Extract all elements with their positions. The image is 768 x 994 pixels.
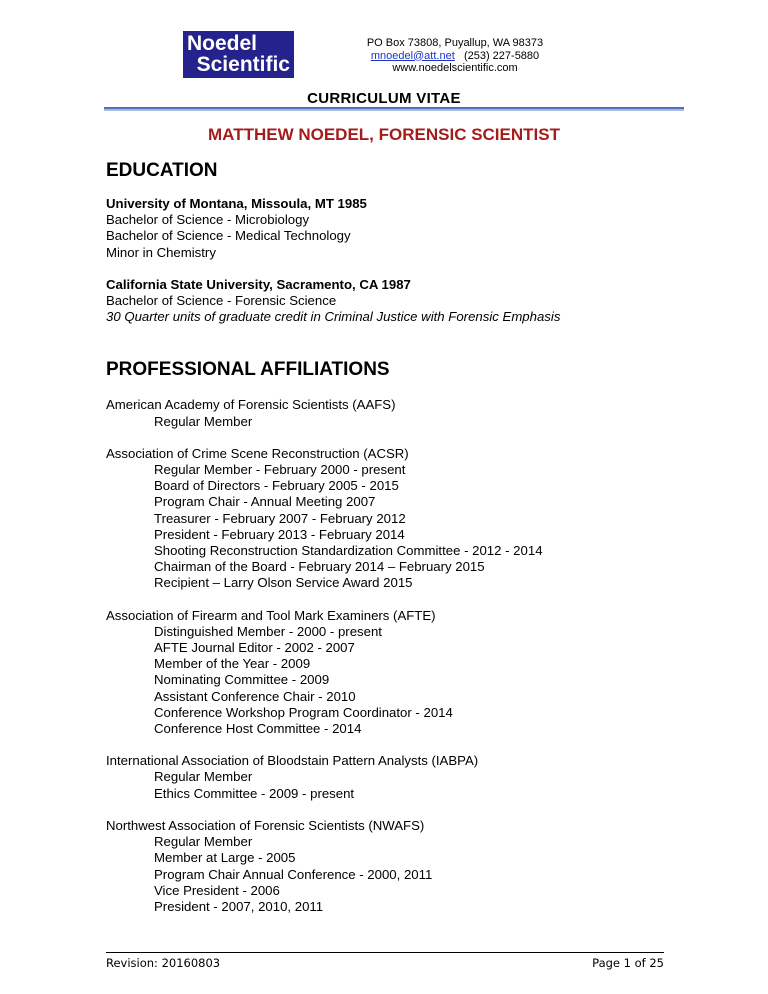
org-item: Assistant Conference Chair - 2010 — [154, 688, 356, 704]
org-item: AFTE Journal Editor - 2002 - 2007 — [154, 640, 355, 656]
org-item: Conference Workshop Program Coordinator - 2014 — [154, 704, 453, 720]
affiliation-org — [106, 608, 686, 738]
org-item: President - February 2013 - February 2014 — [154, 526, 405, 542]
revision-label: Revision: 20160803 — [106, 956, 221, 970]
degree-line: Bachelor of Science - Medical Technology — [106, 228, 351, 244]
org-item: Member of the Year - 2009 — [154, 656, 311, 672]
degree-line: Bachelor of Science - Forensic Science — [106, 293, 337, 309]
degree-line: Bachelor of Science - Microbiology — [106, 212, 310, 228]
address: PO Box 73808, Puyallup, WA 98373 — [366, 37, 544, 49]
person-name: MATTHEW NOEDEL, FORENSIC SCIENTIST — [208, 125, 560, 144]
education-entry — [106, 196, 686, 261]
page-number: Page 1 of 25 — [592, 956, 664, 970]
org-item: Program Chair - Annual Meeting 2007 — [154, 494, 376, 510]
document-title: CURRICULUM VITAE — [307, 90, 461, 107]
cv-content — [106, 160, 686, 915]
org-item: Member at Large - 2005 — [154, 850, 296, 866]
org-item: Regular Member — [154, 769, 253, 785]
org-item: Treasurer - February 2007 - February 2012 — [154, 510, 406, 526]
school-name: California State University, Sacramento, CA 1987 — [106, 276, 411, 292]
org-item: Regular Member - February 2000 - present — [154, 462, 406, 478]
education-heading: EDUCATION — [106, 160, 218, 181]
org-item: Distinguished Member - 2000 - present — [154, 623, 382, 639]
org-item: Ethics Committee - 2009 - present — [154, 785, 355, 801]
graduate-credit-note: 30 Quarter units of graduate credit in Criminal Justice with Forensic Emphasis — [106, 309, 561, 325]
contact-block — [340, 37, 570, 75]
email-phone-line — [340, 50, 570, 63]
school-location: , Missoula, MT 1985 — [243, 196, 367, 211]
org-item: Regular Member — [154, 834, 253, 850]
company-logo — [183, 31, 294, 78]
affiliation-org — [106, 446, 686, 592]
org-item: Board of Directors - February 2005 - 2015 — [154, 478, 399, 494]
website: www.noedelscientific.com — [392, 62, 518, 74]
logo-line-1: Noedel — [187, 32, 258, 55]
logo-line-2: Scientific — [196, 53, 290, 76]
org-item: Regular Member — [154, 413, 253, 429]
org-item: Conference Host Committee - 2014 — [154, 721, 362, 737]
org-item: Shooting Reconstruction Standardization Committee - 2012 - 2014 — [154, 543, 543, 559]
phone: (253) 227-5880 — [463, 49, 540, 62]
org-item: Chairman of the Board - February 2014 – February 2015 — [154, 559, 485, 575]
header-divider — [104, 107, 684, 111]
org-item: Nominating Committee - 2009 — [154, 672, 330, 688]
affiliation-org — [106, 753, 686, 802]
org-name: Northwest Association of Forensic Scientists (NWAFS) — [106, 817, 425, 833]
affiliation-org — [106, 397, 686, 429]
org-item: Vice President - 2006 — [154, 882, 280, 898]
org-item: Program Chair Annual Conference - 2000, 2011 — [154, 866, 433, 882]
org-name: American Academy of Forensic Scientists (AAFS) — [106, 397, 396, 413]
school-name: University of Montana — [106, 196, 244, 211]
affiliation-org — [106, 818, 686, 915]
education-entry — [106, 277, 686, 326]
org-name: Association of Firearm and Tool Mark Examiners (AFTE) — [106, 607, 436, 623]
affiliations-heading: PROFESSIONAL AFFILIATIONS — [106, 359, 390, 381]
org-name: Association of Crime Scene Reconstruction (ACSR) — [106, 445, 409, 461]
email-link[interactable]: mnoedel@att.net — [370, 49, 455, 62]
footer-divider — [106, 952, 664, 953]
degree-line: Minor in Chemistry — [106, 244, 216, 260]
org-name: International Association of Bloodstain Pattern Analysts (IABPA) — [106, 753, 479, 769]
org-item: Recipient – Larry Olson Service Award 2015 — [154, 575, 413, 591]
org-item: President - 2007, 2010, 2011 — [154, 898, 324, 914]
